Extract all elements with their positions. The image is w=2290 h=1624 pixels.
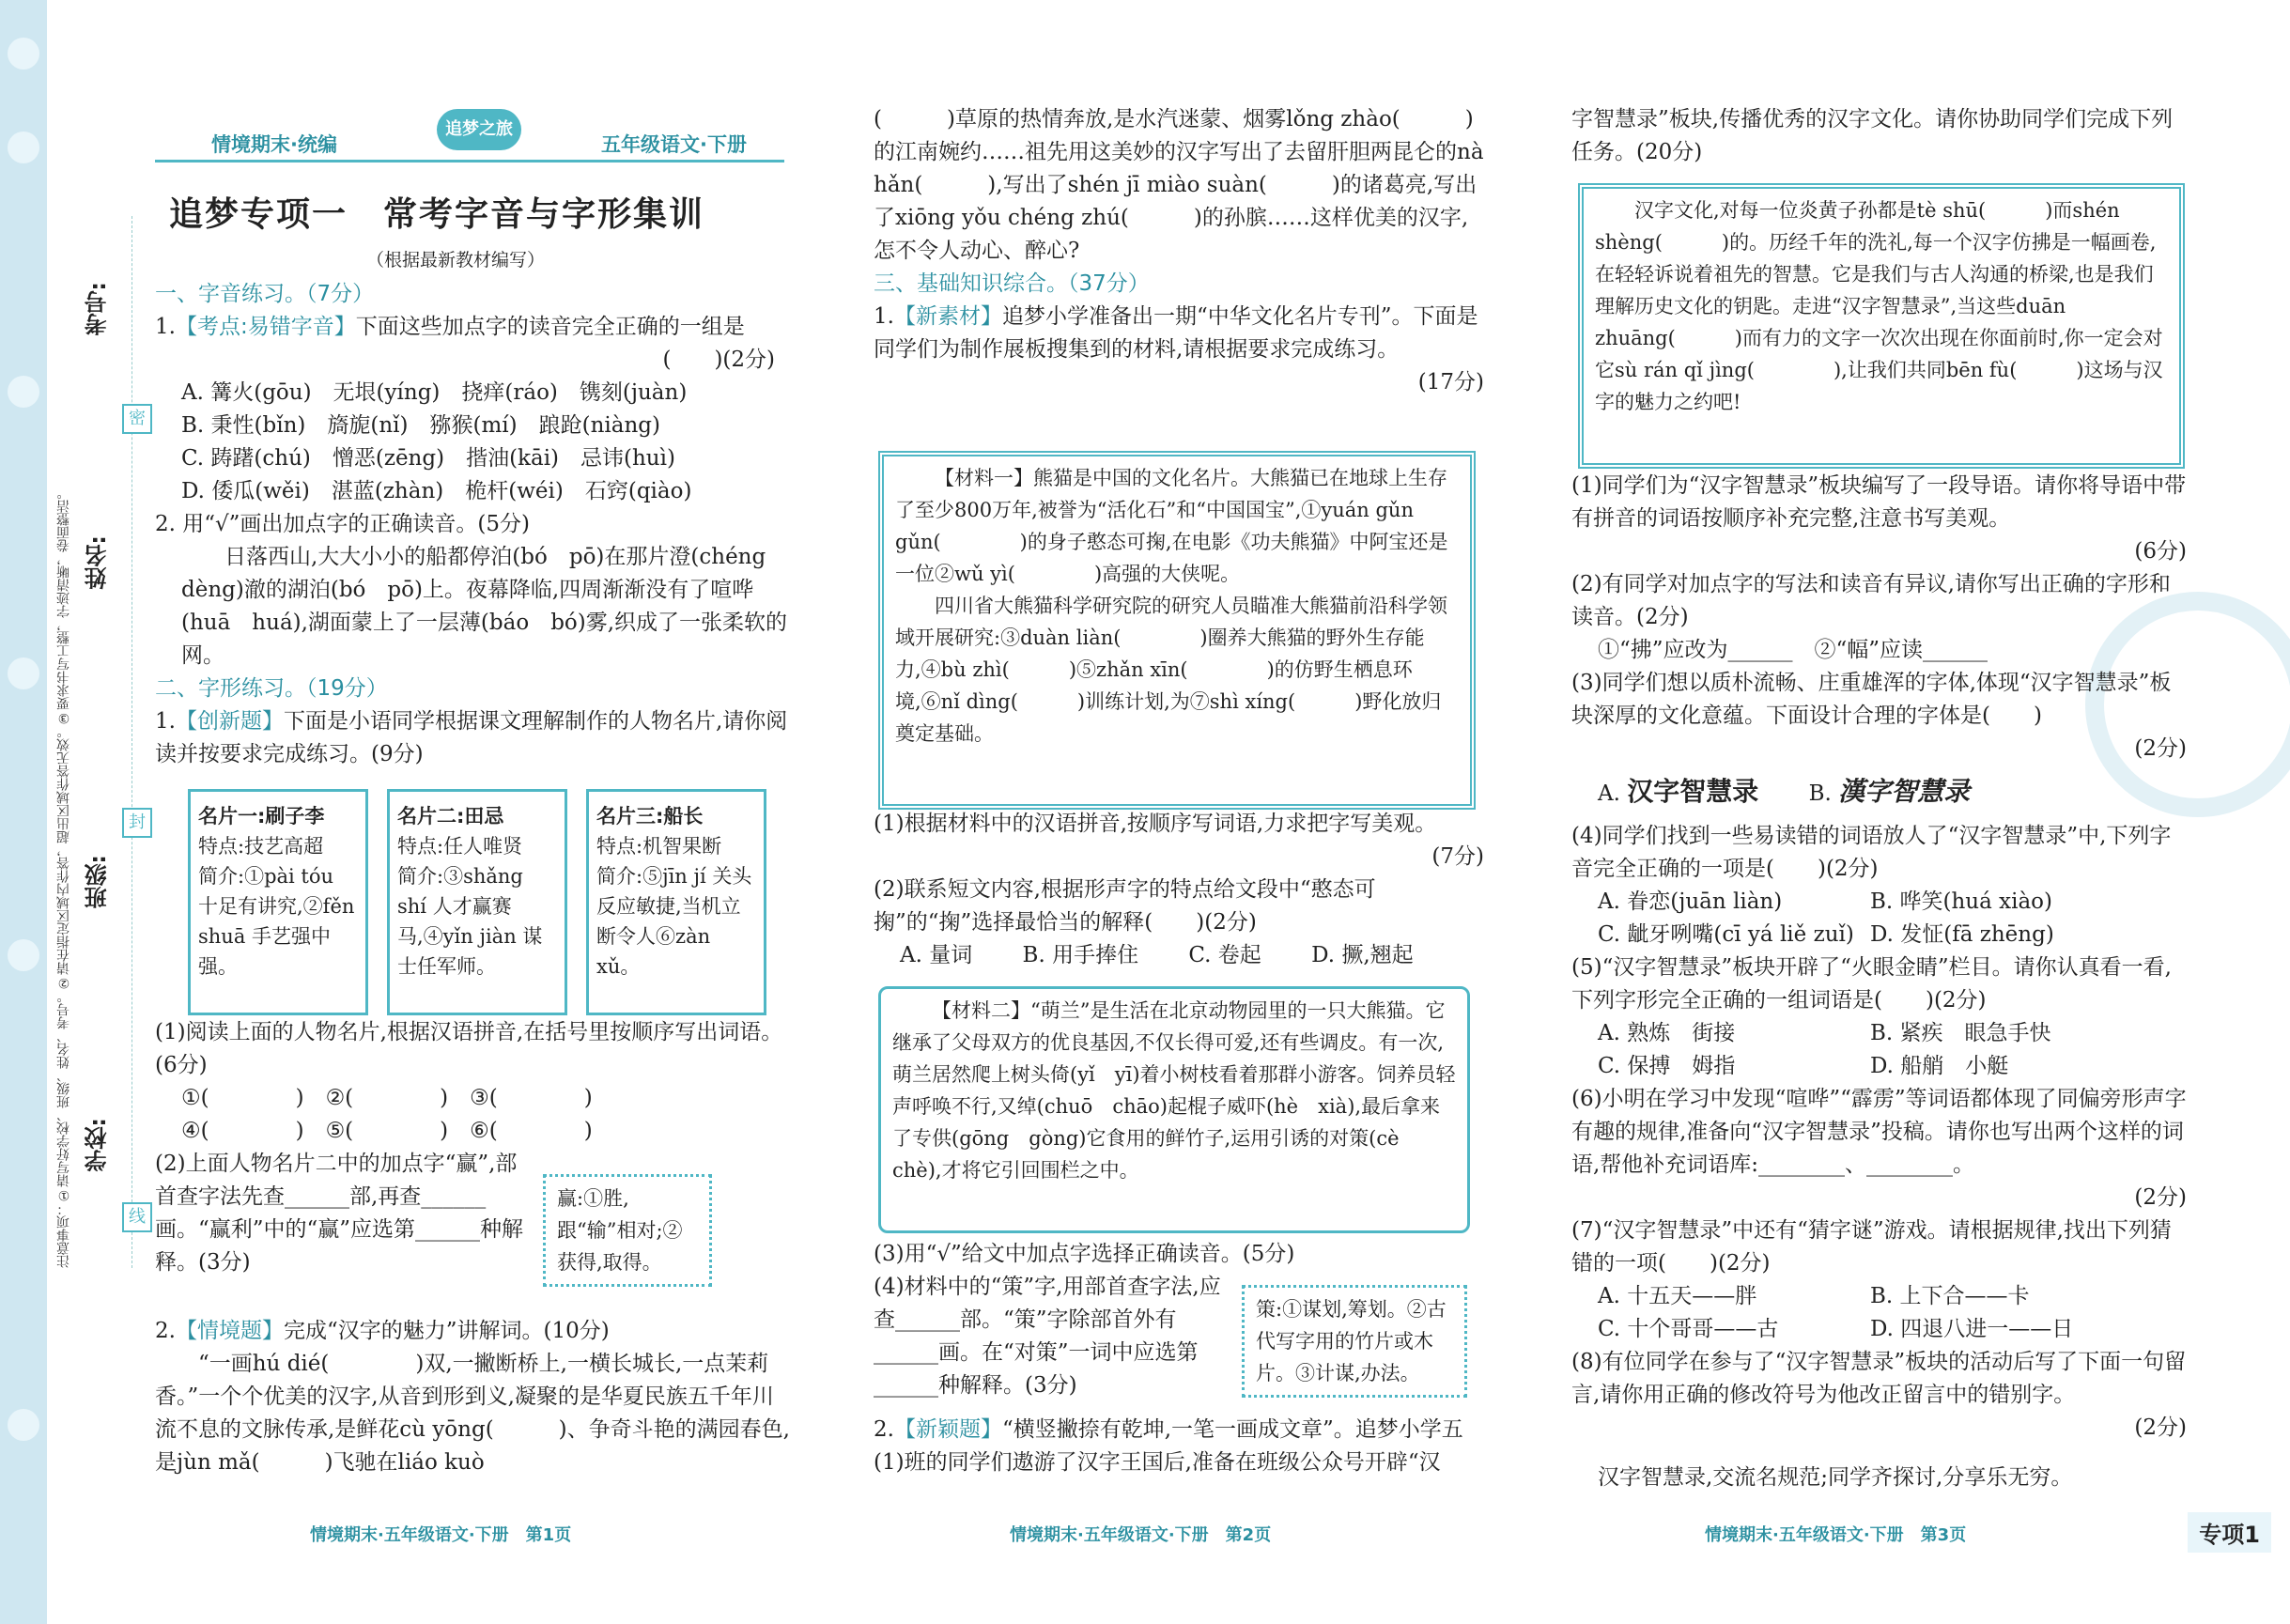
- card-title: 名片二:田忌: [397, 805, 504, 827]
- material-1-box: [878, 451, 1476, 810]
- option: D. 四退八进一——日: [1870, 1317, 2074, 1341]
- seal-mark: 线: [122, 1202, 152, 1232]
- sub-question: (2)上面人物名片二中的加点字“赢”,部首查字法先查______部,再查______画。“赢利”中的“赢”应选第______种解释。(3分): [155, 1152, 524, 1275]
- option: B. 秉性(bǐn) 旖旎(nǐ) 猕猴(mí) 踉跄(niàng): [181, 413, 660, 438]
- score: (2分): [2134, 736, 2187, 761]
- seal-mark: 密: [122, 404, 152, 434]
- option: C. 龇牙咧嘴(cī yá liě zuǐ): [1598, 922, 1854, 947]
- section-heading: 一、字音练习。（7分）: [155, 282, 375, 306]
- sub-question: (2)联系短文内容,根据形声字的特点给文段中“憨态可掬”的“掬”选择最恰当的解释( )(2分): [874, 877, 1376, 935]
- column-2-end: [874, 1414, 1484, 1479]
- option: D. 撅,翘起: [1311, 943, 1414, 967]
- column-1: [155, 278, 794, 771]
- left-decor-band: [0, 0, 47, 1624]
- score: (17分): [1417, 370, 1484, 394]
- question: 2. 用“√”画出加点字的正确读音。(5分): [155, 512, 531, 536]
- decor-dot: [8, 131, 39, 163]
- card-feature: 特点:机智果断: [596, 835, 722, 858]
- section-heading: 三、基础知识综合。（37分）: [874, 271, 1150, 296]
- name-label: 姓名:: [85, 535, 111, 590]
- options: [1571, 1280, 2187, 1313]
- sub-question: (4)材料中的“策”字,用部首查字法,应查______部。“策”字除部首外有______画。在“对策”一词中应选第______种解释。(3分): [874, 1275, 1221, 1398]
- header-left: 情境期末·统编: [211, 133, 337, 156]
- question: 1.【创新题】下面是小语同学根据课文理解制作的人物名片,请你阅读并按要求完成练习。(9分): [155, 709, 788, 766]
- options: [1571, 919, 2187, 951]
- sub-question: (4)同学们找到一些易读错的词语放人了“汉字智慧录”中,下列字音完全正确的一项是( )(2分): [1571, 824, 2172, 881]
- column-2: [874, 103, 1484, 399]
- sub-question: (7)“汉字智慧录”中还有“猜字谜”游戏。请根据规律,找出下列猜错的一项( )(2分): [1571, 1218, 2172, 1276]
- card-feature: 特点:技艺高超: [198, 835, 324, 858]
- option: C. 十个哥哥——古: [1598, 1317, 1779, 1341]
- card-feature: 特点:任人唯贤: [397, 835, 523, 858]
- decor-dot: [8, 376, 39, 408]
- option: C. 卷起: [1188, 943, 1261, 967]
- sub-question: (1)根据材料中的汉语拼音,按顺序写词语,力求把字写美观。: [874, 812, 1437, 836]
- sub-question: (2)有同学对加点字的写法和读音有异议,请你写出正确的字形和读音。(2分): [1571, 572, 2171, 629]
- options: [1571, 1313, 2187, 1346]
- page-footer: 情境期末·五年级语文·下册 第3页: [1705, 1525, 1967, 1545]
- page-footer: 情境期末·五年级语文·下册 第2页: [1010, 1525, 1272, 1545]
- score: ( )(2分): [662, 348, 775, 372]
- section-heading: 二、字形练习。（19分）: [155, 676, 388, 701]
- option: D. 船艄 小艇: [1870, 1054, 2009, 1078]
- name-card: [586, 789, 766, 1015]
- option-letter: B.: [1808, 781, 1832, 806]
- class-label: 班级:: [85, 855, 111, 909]
- material-text: 【材料二】“萌兰”是生活在北京动物园里的一只大熊猫。它继承了父母双方的优良基因,不仅长得可爱,还有些调皮。有一次,萌兰居然爬上树头倚(yǐ yī)着小树枝看着那群小游客。饲养员轻声呼唤不行,又绰(chuō chāo)起棍子威吓(hè xià),最后拿来了专供(gōng gòng)它食用的鲜竹子,运用引诱的对策(cè chè),才将它引回围栏之中。: [892, 999, 1456, 1182]
- card-desc: 简介:①pài tóu 十足有讲究,②fěn shuā 手艺强中强。: [198, 865, 355, 978]
- option: B. 哗笑(huá xiào): [1870, 889, 2053, 914]
- answer-blanks: ④( ) ⑤( ) ⑥( ): [181, 1119, 593, 1143]
- page-footer: 情境期末·五年级语文·下册 第1页: [310, 1525, 572, 1545]
- options: [1571, 1050, 2187, 1083]
- sub-question: (1)同学们为“汉字智慧录”板块编写了一段导语。请你将导语中带有拼音的词语按顺序补充完整,注意书写美观。: [1571, 473, 2187, 531]
- intro-text: 汉字文化,对每一位炎黄子孙都是tè shū( )而shén shèng( )的。历经千年的洗礼,每一个汉字仿拂是一幅画卷,在轻轻诉说着祖先的智慧。它是我们与古人沟通的桥梁,也是我们理解历史文化的钥匙。走进“汉字智慧录”,当这些duān zhuāng( )而有力的文字一次次出现在你面前时,你一定会对它sù rán qǐ jìng( ),让我们共同bēn fù( )这场与汉字的魅力之约吧!: [1595, 199, 2163, 413]
- column-2-mid: [874, 808, 1484, 972]
- option: A. 熟炼 街接: [1598, 1021, 1736, 1045]
- definition-box: 策:①谋划,筹划。②古代写字用的竹片或木片。③计谋,办法。: [1242, 1285, 1467, 1398]
- score: (2分): [2134, 1415, 2187, 1440]
- column-1-bottom: [155, 1315, 794, 1479]
- name-card: [387, 789, 567, 1015]
- binding-strip: [47, 216, 132, 1268]
- card-desc: 简介:⑤jīn jí 关头反应敏捷,当机立断令人⑥zàn xǔ。: [596, 865, 752, 978]
- sub-question: (3)同学们想以质朴流畅、庄重雄浑的字体,体现“汉字智慧录”板块深厚的文化意蕴。下面设计合理的字体是( ): [1571, 671, 2172, 728]
- question: 1.【新素材】追梦小学准备出一期“中华文化名片专刊”。下面是同学们为制作展板搜集到的材料,请根据要求完成练习。: [874, 304, 1478, 362]
- material-2-box: [878, 986, 1470, 1233]
- page-badge: 专项1: [2188, 1512, 2271, 1553]
- font-sample-a: 汉字智慧录: [1627, 776, 1759, 807]
- option: D. 发怔(fā zhēng): [1870, 922, 2054, 947]
- option: A. 篝火(gōu) 无垠(yíng) 挠痒(ráo) 镌刻(juàn): [181, 380, 688, 405]
- passage: ( )草原的热情奔放,是水汽迷蒙、烟雾lǒng zhào( )的江南婉约……祖先用这美妙的汉字写出了去留肝胆两昆仑的nà hǎn( ),写出了shén jī miào suàn( )的诸葛亮,写出了xiōng yǒu chéng zhú( )的孙膑……这样优美的汉字,怎不令人动心、醉心?: [874, 107, 1484, 263]
- question: 1.【考点:易错字音】下面这些加点字的读音完全正确的一组是: [155, 315, 745, 339]
- sub-question: (8)有位同学在参与了“汉字智慧录”板块的活动后写了下面一句留言,请你用正确的修改符号为他改正留言中的错别字。: [1571, 1350, 2187, 1407]
- option: A. 十五天——胖: [1598, 1284, 1757, 1308]
- passage: 字智慧录”板块,传播优秀的汉字文化。请你协助同学们完成下列任务。(20分): [1571, 107, 2174, 164]
- decor-dot: [8, 939, 39, 971]
- passage: 日落西山,大大小小的船都停泊(bó pō)在那片澄(chéng dèng)澈的湖泊(bó pō)上。夜幕降临,四周渐渐没有了喧哗(huā huá),湖面蒙上了一层薄(báo bó)雾,织成了一张柔软的网。: [181, 545, 788, 668]
- score: (7分): [1431, 844, 1484, 869]
- seal-mark: 封: [122, 808, 152, 838]
- header-right: 五年级语文·下册: [601, 133, 747, 156]
- decor-dot: [8, 38, 39, 70]
- option: D. 倭瓜(wěi) 湛蓝(zhàn) 桅杆(wéi) 石窍(qiào): [181, 479, 692, 503]
- font-sample-b: 漢字智慧录: [1838, 776, 1971, 807]
- decor-dot: [8, 1409, 39, 1441]
- material-text: 四川省大熊猫科学研究院的研究人员瞄准大熊猫前沿科学领域开展研究:③duàn liàn( )圈养大熊猫的野外生存能力,④bù zhì( )⑤zhǎn xīn( )的仿野生栖息环境,⑥nǐ dìng( )训练计划,为⑦shì xíng( )野化放归奠定基础。: [895, 595, 1447, 745]
- definition-box: 赢:①胜,跟“输”相对;②获得,取得。: [543, 1174, 712, 1287]
- column-3: [1571, 103, 2187, 169]
- options: [874, 939, 1484, 972]
- exam-notice: 注意事项：①请写好学校、班级、姓名、考号。②请在指定区域内作答，超出区域作答无效。③要求书写工整，字迹清晰，卷面整洁。: [56, 487, 71, 1268]
- option-letter: A.: [1598, 781, 1620, 806]
- page-header: [155, 119, 784, 162]
- sub-question: (5)“汉字智慧录”板块开辟了“火眼金睛”栏目。请你认真看一看,下列字形完全正确的一组词语是( )(2分): [1571, 955, 2172, 1013]
- option: C. 保搏 姆指: [1598, 1054, 1736, 1078]
- sub-question: (6)小明在学习中发现“喧哗”“霹雳”等词语都体现了同偏旁形声字有趣的规律,准备向“汉字智慧录”投稿。请你也写出两个这样的词语,帮他补充词语库:________、________。: [1571, 1087, 2187, 1177]
- sub-question: (1)班的同学们遨游了汉字王国后,准备在班级公众号开辟“汉: [874, 1450, 1441, 1475]
- option: B. 紧疾 眼急手快: [1870, 1021, 2051, 1045]
- message-text: 汉字智慧录,交流名规范;同学齐探讨,分享乐无穷。: [1598, 1465, 2073, 1490]
- sub-question: (3)用“√”给文中加点字选择正确读音。(5分): [874, 1242, 1295, 1266]
- font-options: [1571, 775, 2187, 811]
- options: [1571, 886, 2187, 919]
- question: 2.【新颖题】“横竖撇捺有乾坤,一笔一画成文章”。追梦小学五: [874, 1417, 1463, 1442]
- sub-question: (1)阅读上面的人物名片,根据汉语拼音,在括号里按顺序写出词语。(6分): [155, 1020, 783, 1077]
- name-card: [188, 789, 368, 1015]
- score: (2分): [2134, 1185, 2187, 1210]
- school-label: 学校:: [85, 1118, 111, 1172]
- option: B. 用手捧住: [1022, 943, 1139, 967]
- score: (6分): [2134, 539, 2187, 564]
- decor-dot: [8, 657, 39, 689]
- page-title: 追梦专项一 常考字音与字形集训: [169, 194, 705, 234]
- options: [1571, 1017, 2187, 1050]
- card-desc: 简介:③shǎng shí 人才赢赛马,④yǐn jiàn 谋士任军师。: [397, 865, 543, 978]
- logo: 追梦之旅: [437, 109, 521, 150]
- question: 2.【情境题】完成“汉字的魅力”讲解词。(10分): [155, 1319, 610, 1343]
- option: A. 眷恋(juān liàn): [1598, 889, 1783, 914]
- card-title: 名片三:船长: [596, 805, 704, 827]
- examno-label: 考号:: [85, 282, 111, 336]
- option: B. 上下合——卡: [1870, 1284, 2030, 1308]
- option: C. 踌躇(chú) 憎恶(zēng) 揩油(kāi) 忌讳(huì): [181, 446, 675, 471]
- page-subtitle: （根据最新教材编写）: [366, 250, 546, 271]
- intro-box: [1578, 183, 2185, 469]
- option: A. 量词: [900, 943, 973, 967]
- passage: “一画hú dié( )双,一撇断桥上,一横长城长,一点茉莉香。”一个个优美的汉字,从音到形到义,凝聚的是华夏民族五千年川流不息的文脉传承,是鲜花cù yōng( )、争奇斗艳的满园春色,是jùn mǎ( )飞驰在liáo kuò: [155, 1352, 790, 1475]
- answer-blanks: ①“拂”应改为______ ②“幅”应读______: [1598, 638, 1988, 662]
- material-text: 【材料一】熊猫是中国的文化名片。大熊猫已在地球上生存了至少800万年,被誉为“活化石”和“中国国宝”,①yuán gǔn gǔn( )的身子憨态可掬,在电影《功夫熊猫》中阿宝还是一位②wǔ yì( )高强的大侠呢。: [895, 467, 1448, 585]
- column-3-mid: [1571, 470, 2187, 1494]
- answer-blanks: ①( ) ②( ) ③( ): [181, 1086, 593, 1110]
- card-title: 名片一:刷子李: [198, 805, 325, 827]
